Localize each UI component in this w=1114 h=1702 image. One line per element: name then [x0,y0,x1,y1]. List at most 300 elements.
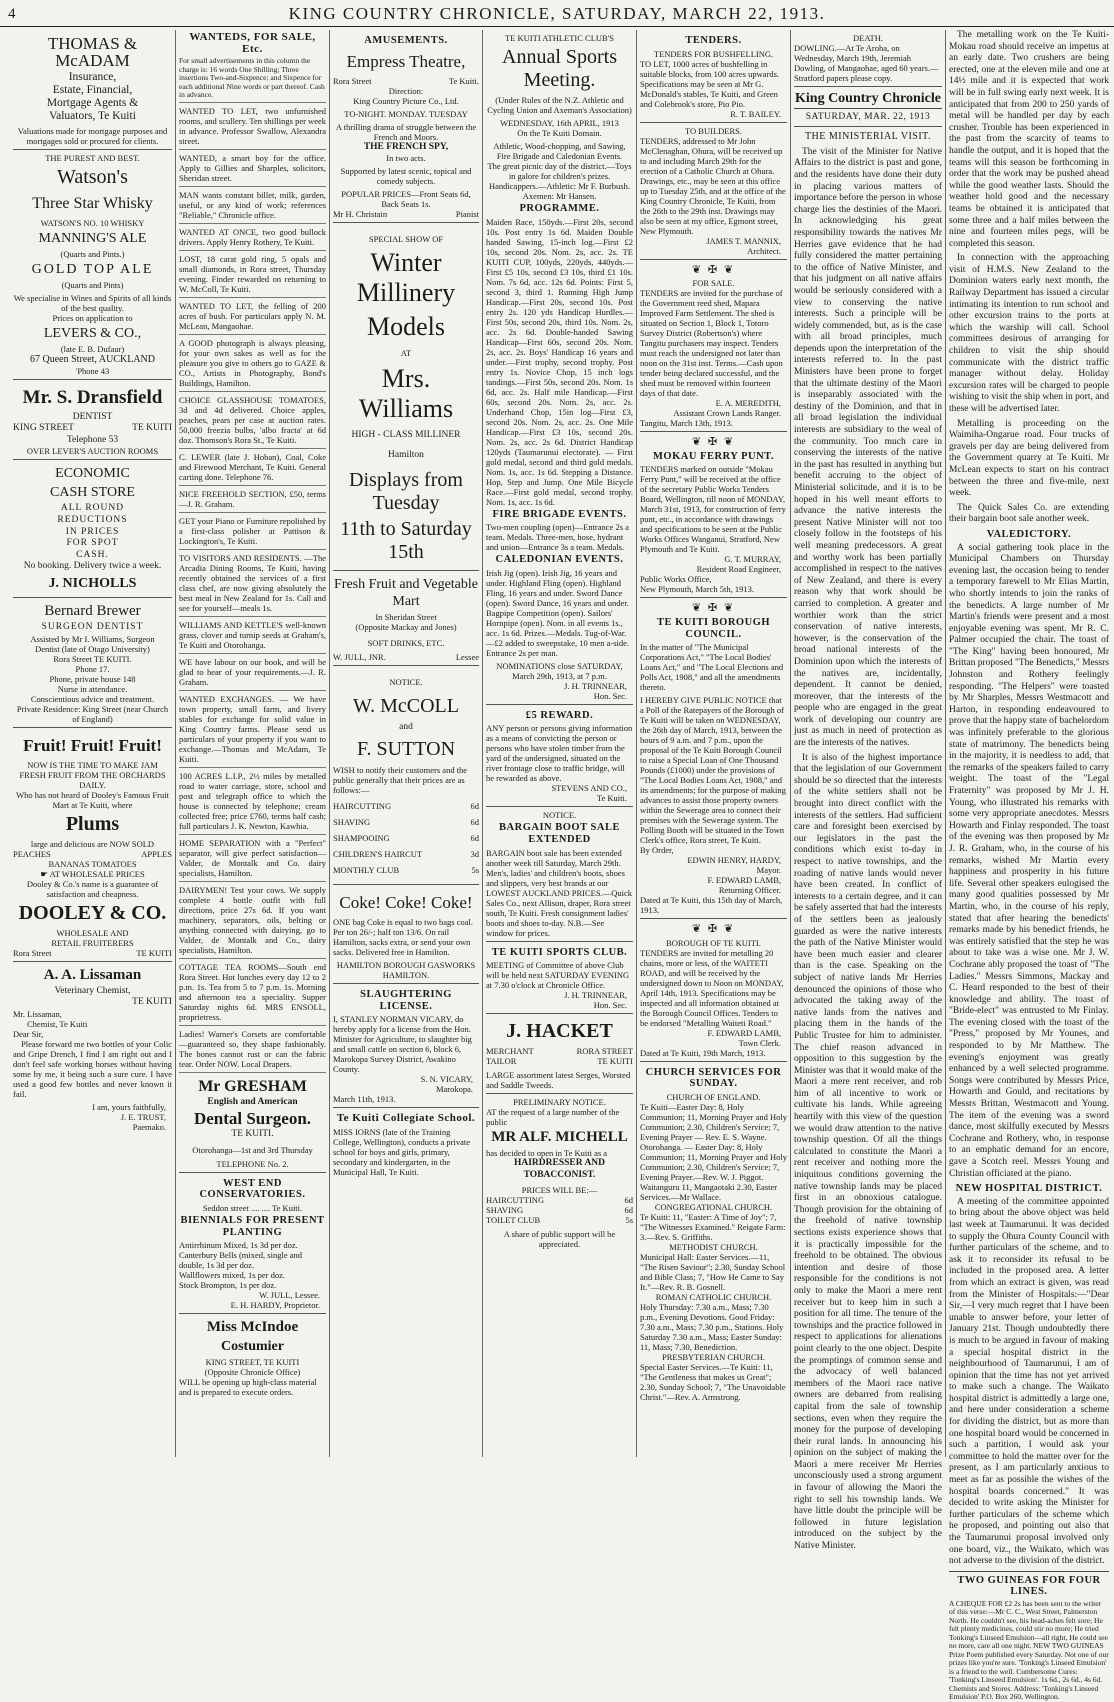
ad-title: FOR SALE. [692,278,735,289]
ad-line: Public Works Office, [640,574,712,585]
hacket-ad [486,1014,633,1094]
article-title: THE MINISTERIAL VISIT. [804,131,932,143]
price-value: 3d [470,848,479,859]
classified-ad: A GOOD photograph is always pleasing, for your own sakes as well as for the pleasure you give to others go to GAZE & CO., Artists in Photography, Bond's Buildings, Hamilton. [179,335,326,392]
price-item: TOILET CLUB [486,1215,541,1226]
ad-title: MANNING'S ALE [38,231,147,246]
ad-line: TE KUITI ATHLETIC CLUB'S [505,33,614,43]
price-item: SHAVING [333,816,371,827]
thomas-mcadam-ad [13,30,172,150]
ad-line: WILL be opening up high-class material and is prepared to execute orders. [179,1377,317,1398]
price-item: SHAVING [486,1205,524,1216]
ad-title: Watson's [57,166,128,188]
ad-line: Dooley & Co.'s name is a guarantee of satisfaction and cheapness. [26,878,159,899]
ad-line: Veterinary Chemist, [54,985,131,996]
conservatories-ad [179,1173,326,1314]
column-5 [637,30,791,1457]
ad-line: S. N. VICARY, [420,1074,473,1085]
price-row [333,801,479,811]
ad-line [13,869,172,879]
ad-line: E. H. HARDY, Proprietor. [230,1300,320,1311]
ad-line: F. EDWARD LAMB, [707,875,781,886]
ad-line: Mortgage Agents & [46,97,139,109]
ad-title: LEVERS & CO., [43,326,142,341]
ad-title: Fresh Fruit and Vegetable Mart [334,577,478,610]
section-heading: WANTEDS, FOR SALE, Etc. [189,31,316,55]
ad-title: Displays from Tuesday [349,469,463,515]
waiteti-road-tender [640,919,787,1062]
borough-poll-notice [640,598,787,919]
ad-line: Athletic, Wood-chopping, and Sawing, Fire Brigade and Caledonian Events. [493,141,626,161]
ad-line: Hon. Sec. [593,690,627,701]
ad-line: Dated at Te Kuiti, 19th March, 1913. [640,1047,766,1058]
ad-line: WATSON'S NO. 10 WHISKY [40,218,145,228]
ad-note: Valuations made for mortgage purposes and mortgages sold or procured for clients. [17,126,168,146]
classified-ad: WE have labour on our book, and will be glad to hear of your requirements.—J. R. Graham. [179,654,326,691]
ad-line: Dentist (late of Otago University) [35,643,150,654]
letter-line: Paemako. [132,1121,166,1132]
price-row [333,833,479,843]
service-text: Te Kuiti—Easter Day: 8, Holy Communion; 11, Morning Prayer and Holy Communion; 2.30, Children's Service; 7, Evening Prayer — Rev. E. S. Wayne. Otorohanga. — Easter Day: 8, Holy Communion; 11, Morning Prayer and Holy Communion; 2.30, Children's Service; 7, Evening Prayer.—Rev. W. J. Piggot. Waitanguru 11, Mangaotaki 2.30, Easter Services.—Mr Wallace. [640,1101,788,1202]
ad-line: and [399,722,413,733]
price-item: CHILDREN'S HAIRCUT [333,848,423,859]
classified-ad: GET your Piano or Furniture repolished by a first-class polisher at Pattison & Lockington's, Te Kuiti. [179,513,326,550]
ad-line: SURGEON DENTIST [41,621,144,632]
ad-line: BARGAIN boot sale has been extended another week till Saturday, March 29th. Men's, ladies' and children's boots, shoes and slippers, very best brands at our LOWEST AUCKLAND PRICES.—Quick Sales Co., next Allison, draper, Rora street south, Te Kuiti. Fresh consignment ladies' boots and shoes to-day. N.B.—See window for prices. [486,847,632,938]
crest-ornament-icon: ❦ ✠ ❦ [691,923,736,936]
ad-line: TENDERS marked on outside "Mokau Ferry Punt," will be received at the office of the secretary Public Works Tenders Board, Wellington, till noon of MONDAY, March 31st, 1913, for construction of ferry punt, etc., in accordance with drawings and specifications to be seen at the Public Works Offices Wanganui, Stratford, New Plymouth and Te Kuiti. [640,464,786,555]
ad-title: BARGAIN BOOT SALE EXTENDED [499,822,620,845]
ad-line: BANANAS TOMATOES [48,858,137,869]
ad-line: IN PRICES [65,526,120,537]
sports-club-ad [486,942,633,1015]
ad-line: Mr H. Christain [333,209,388,220]
column-7 [946,30,1112,1702]
ad-title: BIENNIALS FOR PRESENT PLANTING [180,1215,325,1238]
ad-line: Conscientious advice and treatment. [30,693,155,704]
classified-ad: LOST, 18 carat gold ring, 5 opals and small diamonds, in Rora street, Thursday evening. Finder rewarded on returning to W. McColl, Te Kuiti. [179,251,326,298]
ad-line: (late E. B. Dufaur) [60,344,125,354]
ad-row [486,1056,633,1066]
ad-line: has decided to open in Te Kuiti as a [486,1148,608,1159]
ad-line: No booking. Delivery twice a week. [23,561,162,572]
ad-line: J. H. TRINNEAR, [564,990,627,1001]
ad-line: I HEREBY GIVE PUBLIC NOTICE that a Poll of the Ratepayers of the Borough of Te Kuiti will be taken on WEDNESDAY, the 26th day of March, 1913, between the hours of 9 a.m. and 7 p.m., upon the proposal of the Te Kuiti Borough Council to raise a Special Loan of One Thousand Pounds (£1000) under the provisions of "The Local Bodies Loans Act, 1908," and its amendments; for the purpose of making advances to assist those property owners within the Sewerage area to connect their premises with the Sewerage system. The Polling Booth will be situated in the Town Clerk's office, Rora street, Te Kuiti. [640,695,786,846]
ad-line: W. JULL, Lessee. [259,1290,320,1301]
ad-title: DOOLEY & CO. [18,901,167,924]
ad-title: TE KUITI SPORTS CLUB. [491,946,628,958]
divider [949,1571,1109,1572]
ad-line: TELEPHONE No. 2. [216,1158,289,1169]
ad-line: King Country Picture Co., Ltd. [353,95,459,106]
ad-title: Dental Surgeon. [193,1109,312,1129]
subheading: PRESBYTERIAN CHURCH. [662,1351,765,1362]
ad-row [333,76,479,86]
ad-line: TENDERS are invited for metalling 20 chains, more or less, of the WAITETI ROAD, and will be received by the undersigned down to Noon on MONDAY, April 14th, 1913. Specifications may be inspected and all information obtained at the Borough Council Offices. Tenders to be endorsed "Metalling Waiteti Road." [640,947,784,1028]
ad-title: THOMAS & McADAM [47,34,138,70]
ad-line: THE PUREST AND BEST. [45,153,140,163]
ad-title: A. A. Lissaman [43,966,142,983]
service-text: Special Easter Services.—Te Kuiti: 11, "The Gentleness that makes us Great"; 2.30, Sunday School; 7, "The Unavoidable Christ."—Rev. A. Armstrong. [640,1361,786,1402]
ad-line: Town Clerk. [738,1037,781,1048]
ad-line: (Quarts and Pints.) [60,249,125,259]
price-item: HAIRCUTTING [486,1195,545,1206]
empress-theatre-ad [333,30,479,223]
price-row [333,817,479,827]
ad-line: A thrilling drama of struggle between the French and Moors. [335,121,477,142]
ad-row [333,209,479,219]
ad-title: Three Star Whisky [32,195,153,212]
ad-line: large and delicious are NOW SOLD [30,838,155,849]
ad-line: Phone, private house 148 [49,673,136,684]
ad-line: Direction: [388,85,424,96]
collegiate-ad [333,1108,479,1180]
ad-line: Te Kuiti. [448,75,479,86]
subheading: METHODIST CHURCH. [669,1241,758,1252]
ad-line: STEVENS AND CO., [551,783,627,794]
ad-line: G. T. MURRAY, [724,554,781,565]
ad-line: New Plymouth, March 5th, 1913. [640,584,755,595]
ad-line: 67 Queen Street, AUCKLAND [30,354,155,365]
ad-line: Handicappers.—Athletic: Mr F. Burbush. Axemen: Mr Hansen. [489,181,630,201]
column-4 [483,30,637,1457]
ad-line: Two-men coupling (open)—Entrance 2s a team. Medals. Three-men, hose, hydrant and union—Entrance 3s a team. Medals. [486,522,629,553]
ad-title: TE KUITI BOROUGH COUNCIL. [656,616,771,640]
ad-line: OVER LEVER'S AUCTION ROOMS [26,446,159,457]
ad-line: Who has not heard of Dooley's Famous Fruit Mart at Te Kuiti, where [16,789,169,810]
ad-line: Prices on application to [52,313,133,323]
ad-line: Seddon street .... .... Te Kuiti. [202,1203,303,1214]
church-services [640,1062,787,1405]
price-value: 6d [470,800,479,811]
paper-name: King Country Chronicle [795,91,941,106]
ad-line: Te Kuiti. [596,793,627,804]
ad-line: APPLES [141,848,172,859]
builders-tender [640,123,787,260]
ad-line: March 11th, 1913. [333,1094,396,1105]
article-title: TWO GUINEAS FOR FOUR LINES. [957,1574,1101,1598]
ad-line: On the Te Kuiti Domain. [517,128,602,138]
ad-line: POPULAR PRICES—Front Seats 6d, Back Seats 1s. [341,189,471,210]
ad-line: Rora Street TE KUITI. [53,653,132,664]
ad-line: RORA STREET [576,1046,633,1057]
ad-line: Maiden Race, 150yds.—First 20s, second 10s. Post entry 1s 6d. Maiden Double handed Sawing, 15-inch log.—First £2 10s, second 20s. Nom. 2s, acc. 2s. TE KUITI CUP, 100yds, 220yds, 440yds.—First £5 10s, second £3 10s, third £1 10s. Nom. 7s 6d, acc. 12s 6d. Points: First 5, second 3, third 1. Running High Jump Handicap.—First 20s, second 10s. Post entry 2s. 120 yds Handicap Hurdles.—First 50s, second 20s, third 10s. Nom. 2s, acc. 2s 6d. Double-handed Sawing Handicap—First 60s, second 20s. Nom. 2s, acc. 2s. Boys' Handicap 16 years and under.—First trophy, second trophy. Post entry 1s. Novice Chop, 15 inch logs tandings.—First 50s, second 20s. Nom. 1s 6d, acc. 2s. Half mile Handicap.—First 60s, second 20s. Nom. 2s, acc. 2s. Underhand Chop, 15in log—First £3, second 20s. Nom. 2s, acc. 2s. One Mile Handicap.—First £3 10s, second 20s. Nom. 2s, acc. 2s 6d. District Handicap 120yds (Taumarunui electorate). — First gold medal, second and third gold medals. Nom. 1s, acc. 1s 6d. Stepping a Distance. Hop, Step and Jump. One Mile Bicycle Race.—First gold medal, second trophy. Nom. 1s, acc. 1s 6d. [486,216,633,507]
price-value: 6d [470,832,479,843]
ad-line: TO-NIGHT. MONDAY. TUESDAY [344,108,468,119]
editorial-article [794,131,942,1552]
masthead [0,0,1114,27]
ad-line: Hon. Sec. [593,1000,627,1011]
ad-line: SOFT DRINKS, ETC. [367,638,445,649]
ad-line: TAILOR [486,1056,517,1067]
ad-line: TENDERS, addressed to Mr John McClenaghan, Ohura, will be received up to and including March 29th for the erection of a Catholic Church at Ohura. Drawings, etc., may be seen at this office up to Tuesday 25th, and at the office of the King Country Chronicle, Te Kuiti, from the 26th to the 29th inst. Drawings may also be seen at my office, Egmont street, New Plymouth. [640,135,786,236]
ad-line: R. T. BAILEY. [730,108,781,119]
ad-line: WHOLESALE AND [56,927,129,938]
ad-line: F. EDWARD LAMB, [707,1027,781,1038]
price-item: SHAMPOOING [333,832,390,843]
gresham-ad [179,1073,326,1173]
letter-line: Please forward me two bottles of your Colic and Gripe Drench, I find I am right out and I don't feel safe working horses without having some by me, it being such a sure cure. I have used a good few bottles and never known it fail. [13,1038,172,1099]
ad-title: £5 REWARD. [525,709,594,721]
ad-title: Plums [65,812,120,835]
price-value: 6d [624,1205,633,1216]
news-paragraph: A meeting of the committee appointed to bring about the above object was held last week at Taumarunui. It was decided to supply the Ohura County Council with further particulars of the scheme, and to ask it to reconsider its refusal to be included in the proposed area. A letter from which an extract is given, was read from the Minister of Hospitals:—"Dear Sir,—I very much regret that I have been unable to answer before, your letter of January 21st. Though undoubtedly there is much to be argued in favour of making a special hospital district in the neighbourhood of Taumarunui, I am of opinion that the time has not yet arrived to make such a change. The Waikato hospital district is admittedly a large one, and here under consideration a scheme for dividing the district, but as more than one hospital board would be concerned in such a partition, I would ask your committee to hold the matter over for the present, as I am particularly anxious to meet as far as possible the wishes of the hospital boards concerned." It was decided to write asking the Minister for further particulars of the scheme which he proposed, and pointing out also that the Taumarunui proposal involved only one board, viz., the Waikato, which was not adverse to the division of the district. [949,1196,1109,1567]
column-1 [10,30,176,1457]
lissaman-ad [13,962,172,1135]
ad-line: ALL ROUND [60,503,125,514]
mcindoe-ad [179,1314,326,1400]
service-text: Holy Thursday: 7.30 a.m., Mass; 7.30 p.m., Evening Devotions. Good Friday: 7.30 a.m., Mass; 7.30 p.m., Stations. Holy Saturday 7.30 a.m., Mass; Easter Sunday: 11, Mass; 7.30, Benediction. [640,1301,784,1352]
ad-line: JAMES T. MANNIX, [706,235,781,246]
brewer-ad [13,598,172,728]
ad-line: ANY person or persons giving information as a means of convicting the person or persons who have stolen timber from the yard of the undersigned, situated on the river frontage close to traffic bridge, will be rewarded as above. [486,723,633,784]
ad-line: Antirrhinum Mixed, 1s 3d per doz. [179,1240,298,1251]
letter-line: Chemist, Te Kuiti [27,1018,88,1029]
ad-line: Wallflowers mixed, 1s per doz. [179,1270,286,1281]
ad-title: CALEDONIAN EVENTS. [495,554,624,566]
news-paragraph: A social gathering took place in the Municipal Chambers on Thursday evening last, the occasion being to tender a temporary farewell to Mr Elias Martin, who shortly intends to join the ranks of the benedicts. A large number of Mr Martin's friends were present and a most enjoyable evening was spent. Mr R. C. Palmer occupied the chair. The toast of "The King" having been honoured, Mr Brittan proposed "The Benedicts," Messrs Johnston and Rothery feelingly responding. "The Helpers" were toasted by Mr Sharples, Messrs Westmacott and Harton, in responding endeavoured to prove that the happy state of bachelordom was infinitely preferable to the glorious state of matrimony. The benedicts being in the majority, it is needless to add, that the remarks of the speakers failed to carry weight. The toast of the "Legal Fraternity" was proposed by Mr J. H. Young, who illustrated his remarks with some very appropriate anecdotes. Messrs Howarth and Finlay responded. The toast of the evening was then proposed by Mr J. R. Graham, who, in the course of his remarks, wished Mr Martin every happiness and prosperity in his future life. Several other speakers eulogised the many good qualities possessed by Mr Martin, who, in the course of his reply, stated that after hearing the benedicts' remarks made by his benedict friends, he was entirely satisfied that the step he was about to take was a wise one. Mr J. W. Cochrane ably proposed the toast of "The Ladies." Messrs Simmons, Mackay and C. Heard responded to the best of their knowledge and ability. The toast of "Bride-elect" was entrusted to Mr Finlay. The evening closed with the toast of the "Press," proposed by Mr Younes, and responded to by Mr Matthew. The evening's enjoyment was greatly enhanced by a well selected programme. Songs were contributed by Messrs Price, Howarth and Gould, and recitations by Messrs Brittan, Westmacott and Young. The item of the evening was a sword dance, most skilfully executed by Messrs Cochrane and Rothery, who, in response to an emphatic demand for an encore, gave a Scotch reel. Messrs Young and Christian officiated at the piano. [949,542,1109,1179]
classified-ad: WANTED, a smart boy for the office. Apply to Gillies and Sharples, solicitors, Sheridan street. [179,150,326,187]
ad-line: (Opposite Chronicle Office) [204,1367,301,1378]
ad-line: TE KUITI [136,947,172,958]
ad-line: Valuators, Te Kuiti [49,110,136,122]
crest-ornament-icon: ❦ ✠ ❦ [691,263,736,276]
news-paragraph: The Quick Sales Co. are extending their bargain boot sale another week. [949,502,1109,525]
ad-line: TO LET, 1000 acres of bushfelling in suitable blocks, from 100 acres upwards. Specifications may be seen at Mr G. McDonald's stables, Te Kuiti, and Green and Colebrook's store, Pio Pio. [640,58,780,109]
ad-line: Private Residence: King Street (near Church of England) [16,703,169,724]
price-value: 5s [625,1215,633,1226]
editorial-date: SATURDAY, MAR. 22, 1913 [805,111,931,122]
news-paragraph: Metalling is proceeding on the Waimiha-Ongarue road. Four trucks of gravels per day are being delivered from the Government quarry at Te Kuiti. Mr McLean expects to start on his contract between the three and five-mile, next week. [949,418,1109,499]
ad-line: Assistant Crown Lands Ranger. [673,408,781,419]
classified-ad: WILLIAMS AND KETTLE'S well-known grass, clover and turnip seeds at Graham's, Te Kuiti and Otorohanga. [179,617,326,654]
ad-title: Coke! Coke! Coke! [339,892,473,912]
mokau-punt-tender [640,432,787,598]
ad-line: J. H. TRINNEAR, [564,680,627,691]
ad-line: PEACHES [13,848,51,859]
ad-line: Phone 17. [75,663,110,674]
ad-title: Te Kuiti Collegiate School. [336,1112,476,1125]
athletic-sports-ad [486,30,633,705]
ad-line: REDUCTIONS [57,514,128,525]
ad-line: By Order, [640,845,674,856]
section-heading: DEATH. [853,33,883,43]
article-paragraph: It is also of the highest importance that the legislation of our Government should be so directed that the interests of the white settlers shall not be brought into direct conflict with the interests of the settlers. Had sufficient care and foresight been exercised by our legislators in the past the conditions which exist to-day in respect to native townships, and the roading of native lands would never have been created. In conflict of interests to a certain degree, and it can be safely asserted that had the interests of the settlers been as jealously guarded as were the native interests the path of the Native Minister would have been much easier and clearer than is the case. Speaking on the subject of native lands Mr Herries denounced the opinions of those who advocated the taking away of the native lands from the natives and placing them in the hands of the Public Trustee for him to administer. The chief reason advanced in opposition to this suggestion by the Minister was that it would make of the Maori a mere rent receiver, and rob him of all incentive to work or cultivate his lands. While agreeing heartily with this view of the question we would draw attention to the native township question. Of all the things calculated to constitute the Maori a rent receiver and nothing more the iniquitous conditions governing the native township lands may be placed first in an obnoxious catalogue. Though provision for the obtaining of the freehold of native township sections exists experience shows that it is practically impossible for the freehold to be obtained. The obvious intention and desire of those responsible for the conditions is not only to make the Maori a mere rent receiver but to keep him in such a position for all time. The tenure of the townships and the practice followed in respect to applications for alienations point clearly to the one object. Despite the promptings of common sense and the advocacy of well balanced members of the Maori race native owners are debarred from realising capital from the sale of township sections, even when they require the money for the purpose of developing their rural lands. In announcing his opinion on the subject of making the Maori a mere receiver Mr Herries unconsciously used a strong argument in favour of allowing the Maori the right to sell his township lands. We have little doubt the principle will be followed in future legislation introduced on the subject by the Native Minister. [794,752,942,1552]
ad-lines [13,503,172,561]
ad-title: Fruit! Fruit! Fruit! [23,735,162,755]
price-row [333,849,479,859]
ad-line: NOMINATIONS close SATURDAY, March 29th, 1913, at 7 p.m. [496,660,623,681]
ad-line: WEDNESDAY, 16th APRIL, 1913 [500,118,619,128]
section-heading: TENDERS. [685,35,742,46]
ad-title: TO BUILDERS. [685,125,742,136]
ad-line: 'Phone 43 [75,365,110,376]
economic-store-ad [13,460,172,598]
ad-line: AT WHOLESALE PRICES [49,868,145,879]
ad-line: Rora Street [13,947,52,958]
fruit-ad [13,728,172,962]
letter [13,1009,172,1132]
classified-ad: WANTED TO LET, two unfurnished rooms, and scullery. Ten shillings per week in advance. Professor Swallow, Alexandra street. [179,103,326,150]
ad-line: Mayor. [756,865,781,876]
crest-ornament-icon: ❦ ✠ ❦ [691,602,736,615]
ad-row [13,849,172,859]
subheading: ROMAN CATHOLIC CHURCH. [655,1291,772,1302]
ad-line: W. JULL, JNR. [333,652,386,663]
ad-line: Irish Jig (open). Irish Jig, 16 years and under. Highland Fling (open). Highland Fling, 16 years and under. Sword Dance (open). Sword Dance, 16 years and under. Bagpipe Competition (open). Sailors' Hornpipe (open). Nom. in all events 1s., acc. 1s 6d. Prizes.—Medals. Tug-of-War.—£2 added to sweepstake, 10 men a-side. Entrance 2s per man. [486,567,630,658]
ad-line: KING STREET [13,423,74,434]
barber-notice [333,666,479,885]
ad-line: (Quarts and Pints) [61,280,124,290]
ad-line: Returning Officer. [718,885,781,896]
ad-line: Assisted by Mr I. Williams, Surgeon [30,633,155,644]
price-row [333,865,479,875]
ad-row [333,652,479,662]
ad-title: MOKAU FERRY PUNT. [653,450,774,462]
ad-line: In two acts. [386,153,426,164]
pointing-hand-icon: ☛ [40,868,50,879]
ad-line: English and American [207,1096,298,1107]
ad-line: PRICES WILL BE:— [521,1185,598,1196]
dransfield-ad [13,380,172,461]
ad-line: Supported by latest scenic, topical and comedy subjects. [340,166,472,187]
ad-title: BOROUGH OF TE KUITI. [666,937,761,948]
ad-line: CASH. [76,549,109,560]
ad-title: SLAUGHTERING LICENSE. [360,988,452,1012]
article-paragraph: The visit of the Minister for Native Affairs to the district is past and gone, and the residents have done their duty in placing various matters of importance before the person in whose charge lies the destinies of the Maori. In acknowledging his great responsibility towards the natives Mr Herries gave evidence that he had fully considered the matter pertaining to the office of Native Minister, and that his judgment on all native affairs would be seriously considered with a view to conserving the native interests. Such a principle will be widely commended, but, as is the case with all broad principles, much depends upon the interpretation of the interests referred to. In the past Ministers have been prone to forget that the ultimate destiny of the Maori is inseparably associated with the destiny of the Dominion, and that in all broad legislation the individual interests are subsidiary to the weal of the community. Too much care in conserving the interests of the native in the past has resulted in anything but benefit accruing to the object of Ministerial solicitude, and it is to be hoped in his well meant efforts to advance the native interests the present Native Minister will not too closely follow in the footsteps of his well meaning predecessors. A great and worthy work has been partially accomplished in respect to the natives of New Zealand, and there is every reason why that work should be carried to completion. A greater and worthier work than the strict conservation of native interests, however, is the conservation of the broad national interests of the Dominion upon which the interests of the natives are, incidentally, dependent. It cannot be denied, moreover, that the interests of the people who are engaged in the great work of developing our country are just as much in need of protection as are the interests of the natives. [794,146,942,749]
ad-line: Pianist [455,209,479,220]
classified-ad: C. LEWER (late J. Hoban), Coal, Coke and Firewood Merchant, Te Kuiti. General carting done. Telephone 76. [179,449,326,486]
ad-title: WEST END CONSERVATORIES. [199,1177,306,1201]
ad-line: NOW IS THE TIME TO MAKE JAM [27,759,158,770]
ad-line: TE KUITI. [231,1129,274,1140]
ad-line: Hamilton [388,449,424,460]
classified-ad: WANTED TO LET, the felling of 200 acres of bush. For particulars apply N. M. McLean, Mangaohae. [179,298,326,335]
service-text: Te Kuiti: 11, "Easter: A Time of Joy"; 7, "The Witnesses Examined." Reigate Farm: 3.—Rev. S. Griffiths. [640,1211,786,1242]
ad-line: MERCHANT [486,1046,534,1057]
page-title: KING COUNTRY CHRONICLE, SATURDAY, MARCH 22, 1913. [288,4,826,23]
ad-line: AT [400,348,412,359]
ad-line: Lessee [455,652,479,663]
editorial-masthead [794,87,942,127]
ad-line: We specialise in Wines and Spirits of all kinds of the best quality. [13,293,172,313]
article-title: VALEDICTORY. [986,528,1072,540]
service-text: Municipal Hall: Easter Services.—11, "The Risen Saviour"; 2.30, Sunday School and Bible Class; 7, "How He Came to Say It."—Rev. R. B. Gosnell. [640,1251,786,1292]
ad-line: TE KUITI [132,997,172,1008]
ad-title: HAIRDRESSER AND TOBACCONIST. [513,1158,606,1180]
ad-title: Empress Theatre, [346,51,466,71]
reward-ad [486,705,633,808]
for-sale-tender [640,260,787,433]
ad-line: E. A. MEREDITH, [715,398,781,409]
ad-title: GOLD TOP ALE [31,262,154,277]
subheading: CHURCH OF ENGLAND. [666,1091,761,1102]
ad-title: F. SUTTON [356,737,456,760]
ad-line: LARGE assortment latest Serges, Worsted and Saddle Tweeds. [486,1070,631,1091]
classified-ad: Ladies! Warner's Corsets are comfortable—guaranteed so, they shape fashionably. The bones cannot rust or can the fabric tear. Order NOW. Local Drapers. [179,1026,326,1073]
section-heading: AMUSEMENTS. [364,35,448,46]
column-6 [791,30,946,1552]
ad-line: The great picnic day of the district.—Toys in galore for children's prizes. [487,161,632,181]
subheading: CONGREGATIONAL CHURCH. [654,1201,773,1212]
ad-title: J. NICHOLLS [48,575,137,591]
ad-line: TENDERS are invited for the purchase of the Government reed shed, Mapara Improved Farm Settlement. The shed is situated on Section 1, Block 1, Totoro Survey District (Robertson's) where Tangitu purchasers may inspect. Tenders must reach the undersigned not later than noon on the 31st inst. Terms.—Cash upon tender being declared successful, and the shed must be removed within fourteen days of that date. [640,288,783,399]
ad-line: Insurance, [68,71,117,83]
price-row [486,1205,633,1215]
price-item: HAIRCUTTING [333,800,392,811]
classified-ad: DAIRYMEN! Test your cows. We supply complete 4 bottle outfit with full directions, price 27s 6d. If you want machinery, separators, oils, belting or anything connected with dairying, go to Valder, de Montalk and Co., dairy specialists, Hamilton. [179,882,326,959]
letter-line: J. E. TRUST, [120,1111,166,1122]
price-value: 5s [471,864,479,875]
ad-line: EDWIN HENRY, HARDY, [687,855,781,866]
price-row [486,1195,633,1205]
ad-title: CASH STORE [50,485,135,501]
ad-title: FIRE BRIGADE EVENTS. [492,508,627,520]
ad-line: MISS IORNS (late of the Training College, Wellington), conducts a private school for boys and girls, primary, secondary and kindergarten, in the Municipal Hall, Te Kuiti. [333,1126,471,1177]
section-intro: For small advertisements in this column the charge is: 16 words One Shilling; Three insertions Two-and-Sixpence; and Sixpence for each additional Nine words or part thereof. Cash in advance. [179,57,326,103]
price-item: MONTHLY CLUB [333,864,400,875]
ad-line: MEETING of Committee of above Club will be held next SATURDAY EVENING at 7.30 o'clock at Chronicle Office. [486,960,630,991]
michell-ad [486,1094,633,1252]
ad-line: Otorohanga—1st and 3rd Thursday [192,1144,313,1155]
ad-line: Tangitu, March 13th, 1913. [640,418,733,429]
ad-line: Telephone 53 [66,434,119,445]
coke-ad [333,885,479,984]
ad-title: Bernard Brewer [44,602,141,619]
ad-line: TE KUITI [597,1056,633,1067]
letter-line: Dear Sir, [13,1028,44,1039]
boot-sale-ad [486,807,633,941]
classified-ad: NICE FREEHOLD SECTION, £50, terms—J. R. Graham. [179,486,326,513]
ad-line: FOR SPOT [66,538,119,549]
ad-line: KING STREET, TE KUITI [205,1357,300,1368]
classified-ad: COTTAGE TEA ROOMS—South end Rora Street. Hot lunches every day 12 to 2 p.m. 1s. Tea from 5 to 7 p.m. 1s. Morning and afternoon tea a speciality. Supper Saturday nights 6d. MRS ENSOLL, proprietress. [179,959,326,1026]
column-3 [330,30,483,1457]
ad-row [486,1046,633,1056]
ad-title: Miss McIndoe [206,1319,299,1336]
ad-title: 11th to Saturday 15th [340,518,472,564]
price-row [486,1215,633,1225]
ad-line: Resident Road Engineer, [696,564,781,575]
classified-ad: MAN wants constant billet, milk, garden, useful, or any kind of work; references "Reliable," Chronicle office. [179,187,326,224]
ad-line: (Under Rules of the N.Z. Athletic and Cycling Union and Axeman's Association) [487,95,632,115]
ad-title: J. HACKET [506,1020,613,1043]
ad-title: PROGRAMME. [519,203,600,214]
price-value: 6d [470,816,479,827]
ad-title: Costumier [221,1339,284,1355]
classified-ad: WANTED EXCHANGES. — We have town property, small farm, and livery stables for exchange for solid value in King Country farms. Please send us particulars of your property if you want to exchange.—Thomas and McAdam, Te Kuiti. [179,691,326,768]
ad-line: A share of public support will be appreciated. [503,1229,616,1250]
ad-line: ONE bag Coke is equal to two bags coal. Per ton 26/-; half ton 13/6. On rail Hamilton, sacks extra, or send your own sacks. Delivered free in Hamilton. [333,916,473,957]
ad-title: TENDERS FOR BUSHFELLING. [653,48,774,59]
section-heading: CHURCH SERVICES FOR SUNDAY. [645,1066,782,1090]
ad-line: FRESH FRUIT FROM THE ORCHARDS DAILY. [19,769,166,790]
ad-lines [13,71,172,123]
ad-line: Marokopa. [435,1084,473,1095]
column-2 [176,30,330,1457]
ad-text: A CHEQUE FOR £2 2s has been sent to the writer of this verse:—Mr C. C., West Street, Palmerston North. He couldn't see, his head-aches felt sore; He felt plenty medicines, could stir no more; He tried Tonking's Linseed Emulsion—all right, He could see no more, care all one night. NEW TWO GUINEAS Prize Poem published every Saturday. Not one of our prizes like you're sure. 'Tonking's Linseed Emulsion' is a friend to the well. Cumbersome Cures: 'Tonking's Linseed Emulsion'. 1s 6d., 2s 6d., 4s 6d. Chemists and Stores. Address: 'Tonking's Linseed Emulsion' P.O. Box 260, Wellington. [949,1598,1109,1702]
classified-ad: TO VISITORS AND RESIDENTS. —The Arcadia Dining Rooms, Te Kuiti, having recently obtained the services of a first class chef, are now giving absolutely the best meal in New Zealand for 1s. Call and see for yourself—meals 1s. [179,550,326,617]
ad-line: (Opposite Mackay and Jones) [355,622,457,633]
slaughtering-ad [333,984,479,1108]
ad-line: Dated at Te Kuiti, this 15th day of March, 1913. [640,895,783,916]
ad-line: RETAIL FRUITERERS [51,937,134,948]
ad-line: I, STANLEY NORMAN VICARY, do hereby apply for a license from the Hon. Minister for Agriculture, to slaughter big and small cattle on section 6, block 6, Marokopa Survey District, Awakino County. [333,1014,472,1075]
ad-line: In Sheridan Street [375,612,437,623]
ad-title: Mr GRESHAM [198,1077,307,1095]
ad-title: W. McCOLL [353,695,459,718]
ad-line: HIGH - CLASS MILLINER [351,430,461,441]
